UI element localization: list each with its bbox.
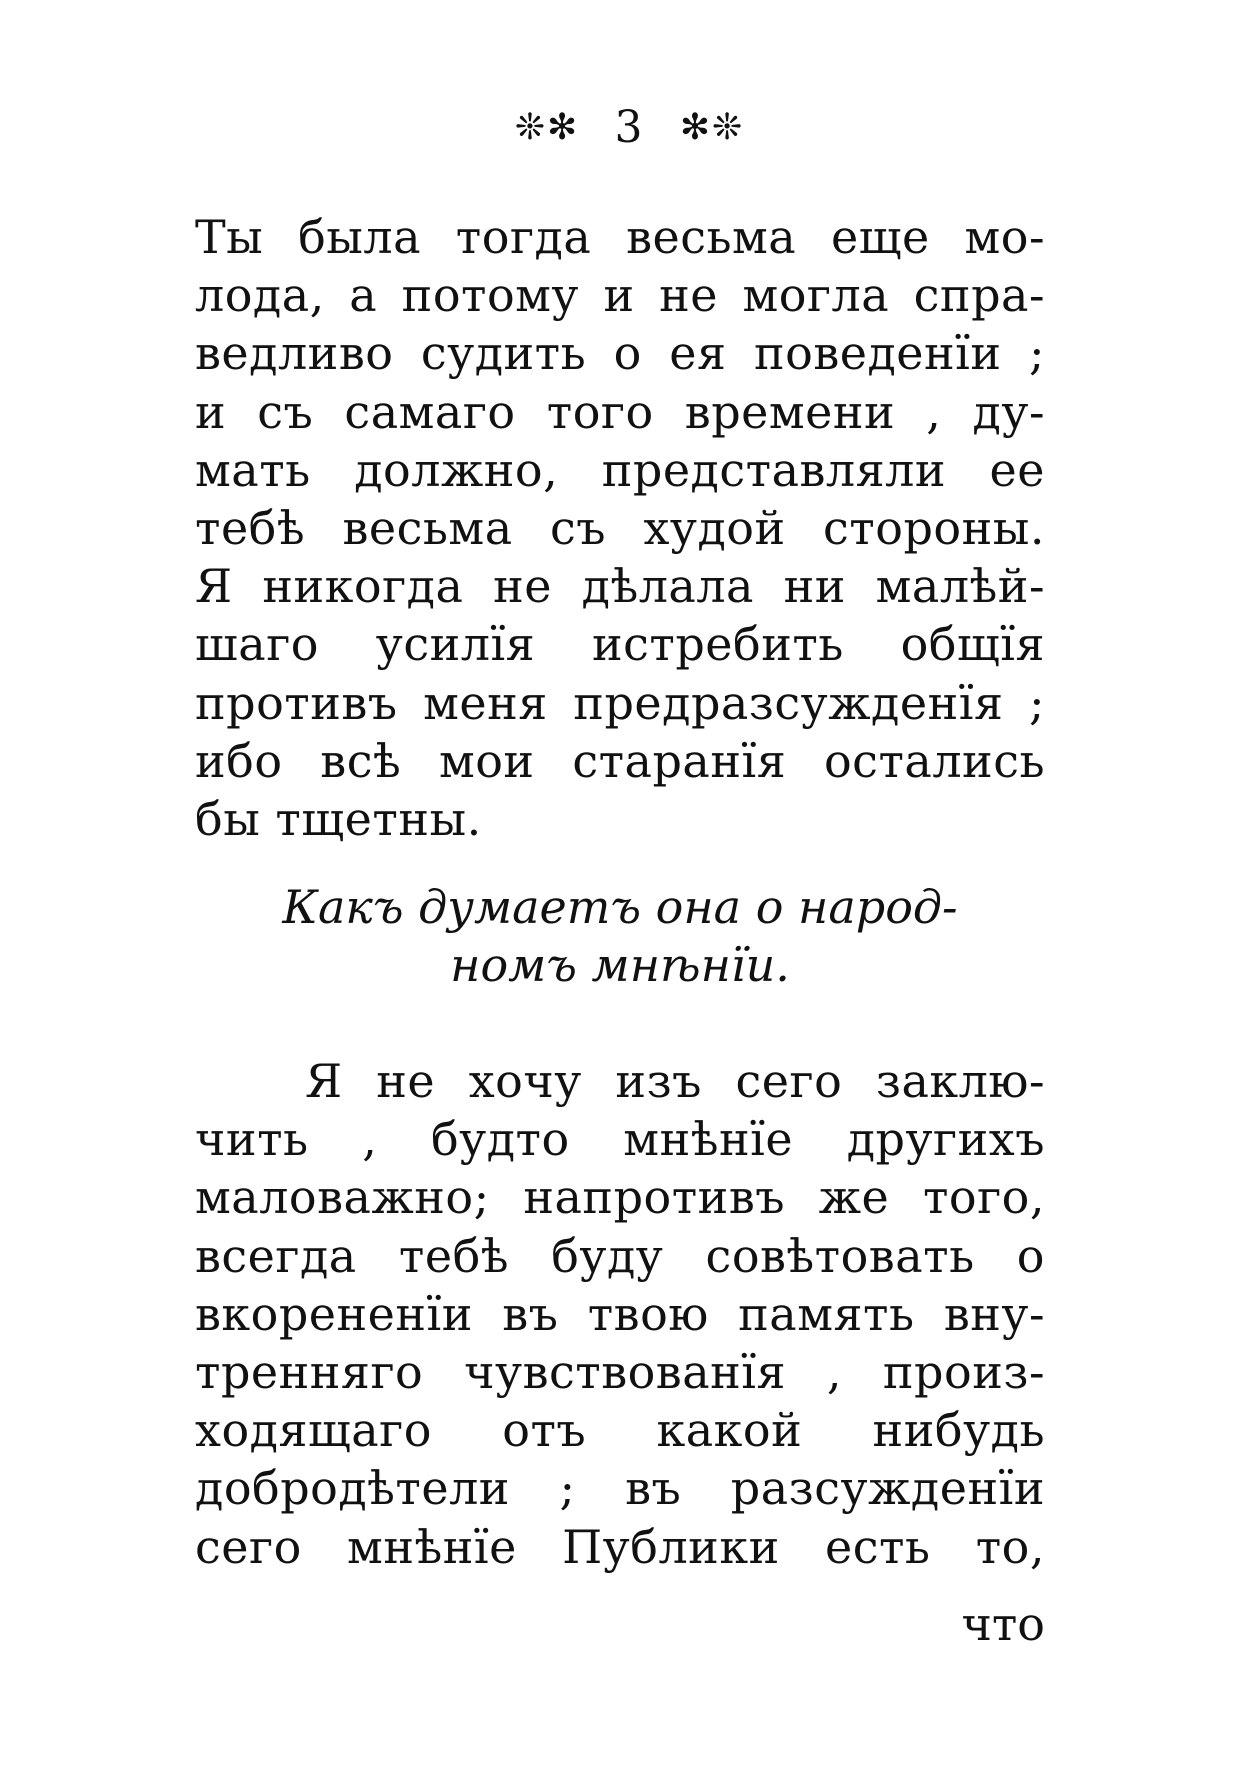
text-line: сего мнѣнїе Публики есть то, [195, 1519, 1045, 1574]
catchword: что [961, 1597, 1045, 1651]
text-line: вкорененїи въ твою память вну- [195, 1286, 1045, 1341]
text-line: ведливо судить о ея поведенїи ; [195, 326, 1045, 381]
section-heading-line: номъ мнѣнїи. [450, 938, 790, 992]
paragraph-1 [195, 208, 1045, 848]
text-line: шаго усилїя истребить общїя [195, 617, 1045, 672]
text-line: добродѣтели ; въ разсужденїи [195, 1461, 1045, 1516]
page-number: 3 [614, 102, 645, 153]
text-line: мать должно, представляли ее [195, 442, 1045, 497]
text-line: тебѣ весьма съ худой стороны. [195, 500, 1045, 555]
text-line: всегда тебѣ буду совѣтовать о [195, 1228, 1045, 1283]
text-line: и съ самаго того времени , ду- [195, 384, 1045, 439]
paragraph-2 [195, 1052, 1045, 1576]
text-line: чить , будто мнѣнїе другихъ [195, 1112, 1045, 1167]
ornament-right-icon: ✻❊ [679, 107, 745, 148]
text-line: ибо всѣ мои старанїя остались [195, 733, 1045, 788]
text-line: ходящаго отъ какой нибудь [195, 1403, 1045, 1458]
page-header [0, 100, 1259, 153]
text-line: тренняго чувствованїя , произ- [195, 1344, 1045, 1399]
text-line: лода, а потому и не могла спра- [195, 268, 1045, 323]
text-line: противъ меня предразсужденїя ; [195, 675, 1045, 730]
text-line: маловажно; напротивъ же того, [195, 1170, 1045, 1225]
text-line: бы тщетны. [195, 791, 482, 846]
text-line: Ты была тогда весьма еще мо- [195, 210, 1045, 264]
text-line: Я не хочу изъ сего заклю- [305, 1054, 1045, 1108]
ornament-left-icon: ❊✻ [514, 107, 580, 148]
text-line: Я никогда не дѣлала ни малѣй- [195, 559, 1045, 614]
section-heading-line: Какъ думаетъ она о народ- [282, 880, 958, 934]
section-heading [195, 878, 1045, 994]
